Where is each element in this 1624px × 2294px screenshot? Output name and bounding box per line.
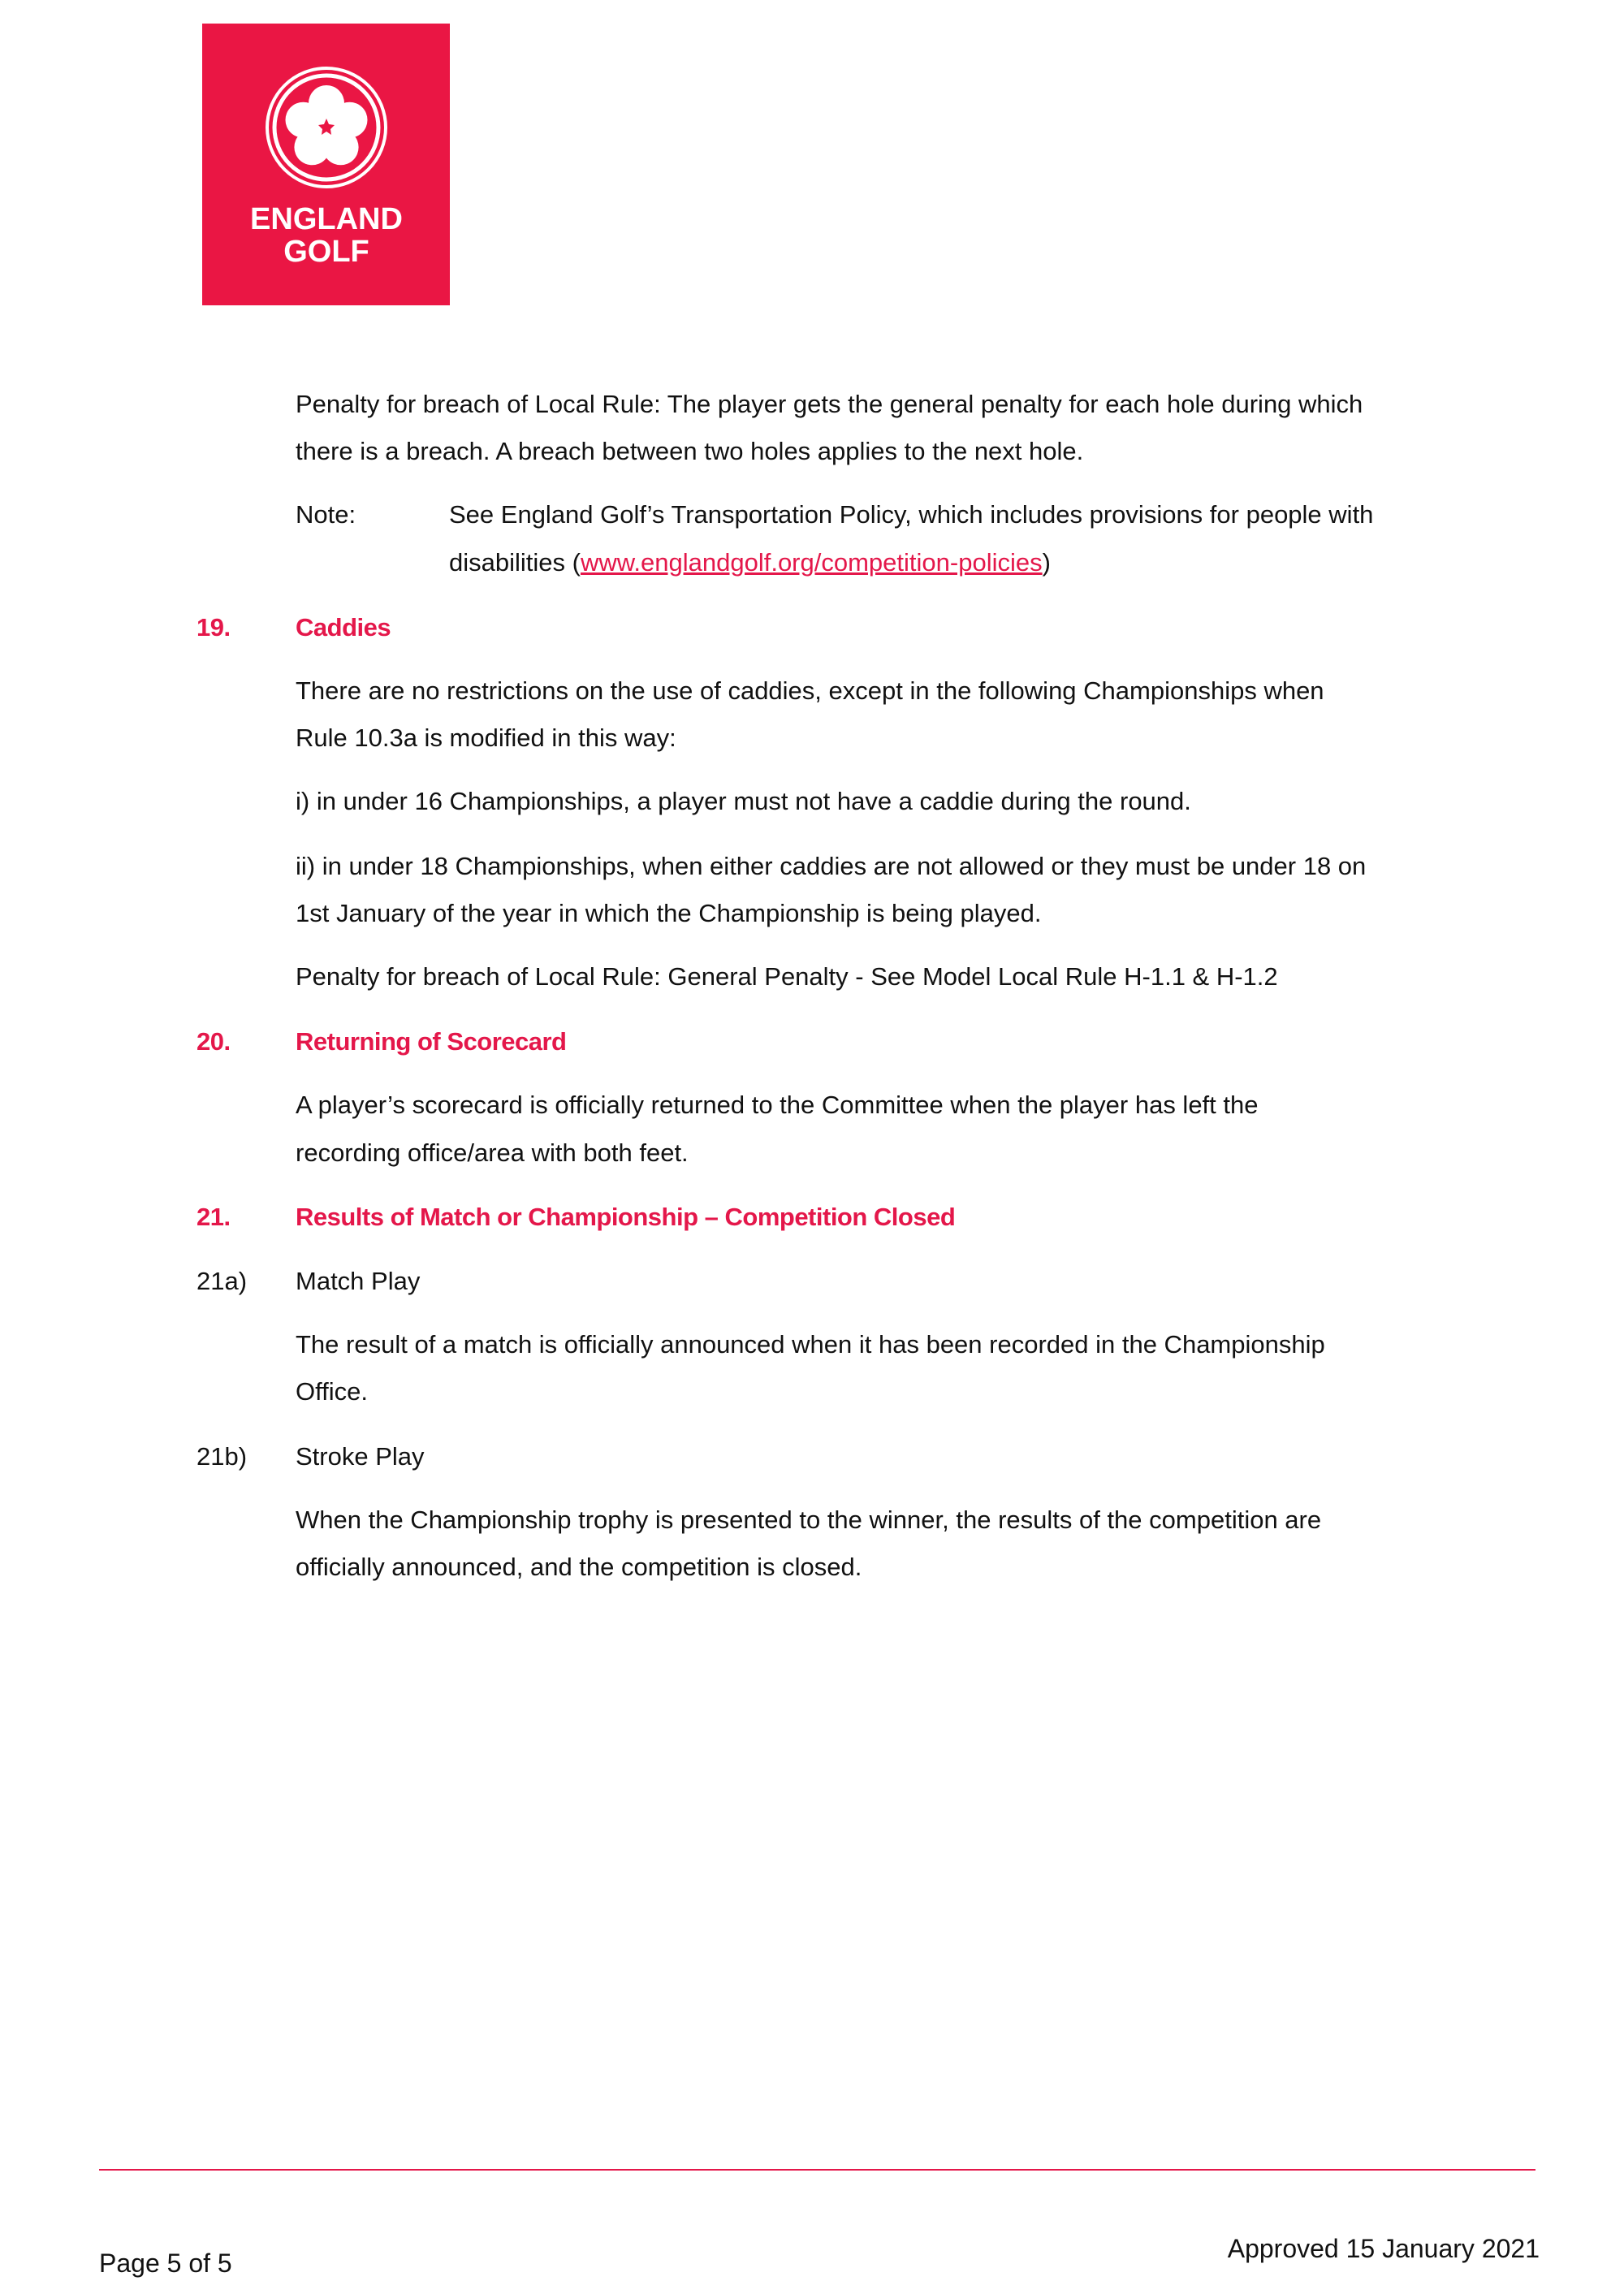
note-text-pre: disabilities (: [449, 548, 581, 577]
competition-policies-link[interactable]: www.englandgolf.org/competition-policies: [580, 548, 1043, 577]
note-text: [449, 539, 1051, 586]
body-text: ii) in under 18 Championships, when either caddies are not allowed or they must be under 18 on: [296, 852, 1367, 880]
body-text: officially announced, and the competition is closed.: [296, 1553, 862, 1581]
note-text-post: ): [1042, 548, 1051, 577]
penalty-text: Penalty for breach of Local Rule: The player gets the general penalty for each hole during which: [296, 390, 1363, 418]
body-text: Rule 10.3a is modified in this way:: [296, 724, 676, 752]
body-text: recording office/area with both feet.: [296, 1138, 689, 1167]
penalty-text: there is a breach. A breach between two holes applies to the next hole.: [296, 437, 1084, 465]
approval-date: Approved 15 January 2021: [1227, 2234, 1540, 2263]
note-text: See England Golf’s Transportation Policy, which includes provisions for people with: [449, 500, 1374, 529]
footer-divider: [99, 2169, 1535, 2171]
section-title: Results of Match or Championship – Competition Closed: [296, 1203, 956, 1231]
body-text: There are no restrictions on the use of caddies, except in the following Championships when: [296, 676, 1324, 705]
body-text: Office.: [296, 1377, 369, 1406]
section-title: Caddies: [296, 613, 391, 642]
section-number: 19.: [197, 613, 231, 642]
svg-text:ENGLAND: ENGLAND: [250, 202, 403, 236]
body-text: Penalty for breach of Local Rule: General Penalty - See Model Local Rule H-1.1 & H-1.2: [296, 962, 1278, 991]
page-number: Page 5 of 5: [99, 2249, 232, 2278]
subsection-number: 21b): [197, 1442, 248, 1471]
subsection-title: Stroke Play: [296, 1442, 425, 1471]
svg-text:GOLF: GOLF: [283, 235, 369, 269]
section-title: Returning of Scorecard: [296, 1027, 567, 1056]
rose-emblem-icon: [202, 24, 450, 305]
section-number: 21.: [197, 1203, 231, 1231]
subsection-number: 21a): [197, 1267, 248, 1295]
england-golf-logo: [202, 24, 450, 305]
body-text: i) in under 16 Championships, a player must not have a caddie during the round.: [296, 787, 1191, 815]
section-number: 20.: [197, 1027, 231, 1056]
body-text: 1st January of the year in which the Championship is being played.: [296, 899, 1042, 927]
subsection-title: Match Play: [296, 1267, 421, 1295]
body-text: When the Championship trophy is presented to the winner, the results of the competition are: [296, 1506, 1322, 1534]
note-label: Note:: [296, 500, 356, 529]
body-text: The result of a match is officially announced when it has been recorded in the Championship: [296, 1330, 1325, 1359]
body-text: A player’s scorecard is officially returned to the Committee when the player has left the: [296, 1091, 1259, 1119]
